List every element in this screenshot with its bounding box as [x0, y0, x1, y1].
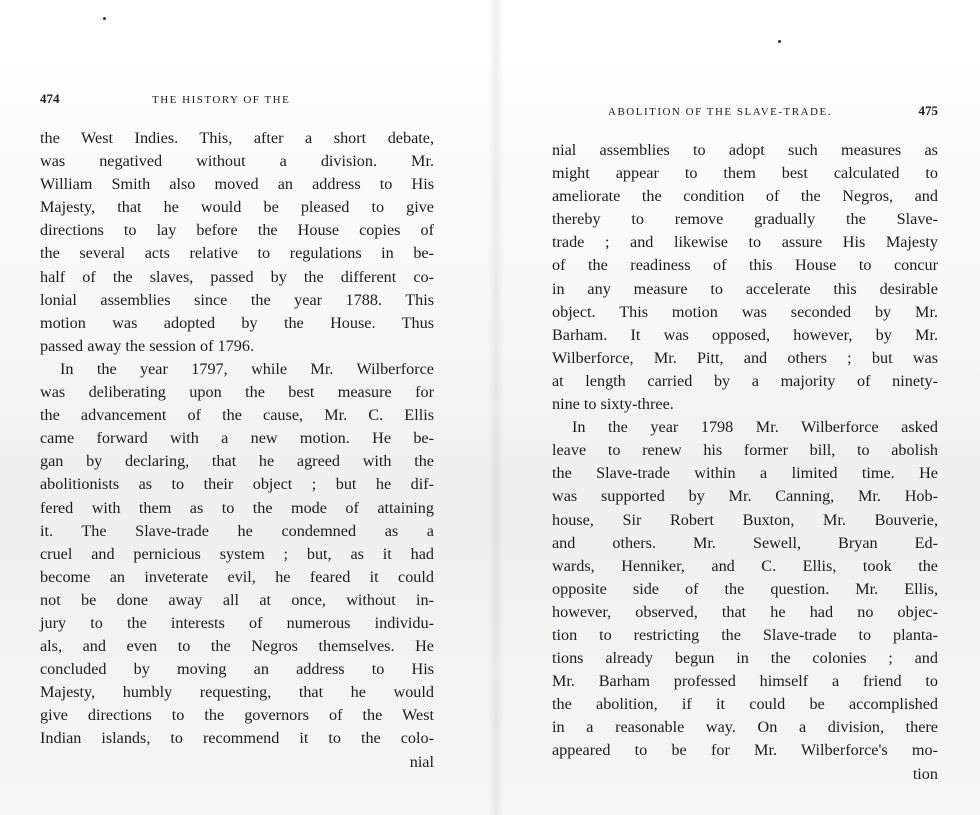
text-line: was deliberating upon the best measure for	[40, 383, 434, 402]
text-line: nial	[409, 752, 434, 771]
text-line: In the year 1798 Mr. Wilberforce asked	[572, 418, 938, 437]
right-running-title: ABOLITION OF THE SLAVE-TRADE.	[608, 106, 832, 118]
text-line: the several acts relative to regulations in be-	[40, 244, 434, 263]
text-line: motion was adopted by the House. Thus	[40, 313, 434, 332]
text-line: lonial assemblies since the year 1788. This	[40, 290, 434, 309]
left-running-head	[40, 92, 434, 112]
text-line: gan by declaring, that he agreed with the	[40, 452, 434, 471]
text-line: abolitionists as to their object ; but he dif-	[40, 475, 434, 494]
text-line: in a reasonable way. On a division, there	[552, 718, 938, 737]
text-line: ameliorate the condition of the Negros, and	[552, 187, 938, 206]
text-line: however, observed, that he had no objec-	[552, 602, 938, 621]
text-line: was supported by Mr. Canning, Mr. Hob-	[552, 487, 938, 506]
text-line: and others. Mr. Sewell, Bryan Ed-	[552, 533, 938, 552]
left-page-number: 474	[40, 91, 60, 106]
text-line: become an inveterate evil, he feared it could	[40, 567, 434, 586]
text-line: William Smith also moved an address to His	[40, 175, 434, 194]
text-line: Wilberforce, Mr. Pitt, and others ; but was	[552, 348, 938, 367]
text-line: Mr. Barham professed himself a friend to	[552, 672, 938, 691]
text-line: als, and even to the Negros themselves. He	[40, 637, 434, 656]
text-line: leave to renew his former bill, to abolish	[552, 441, 938, 460]
text-line: opposite side of the question. Mr. Ellis,	[552, 579, 938, 598]
text-line: appeared to be for Mr. Wilberforce's mo-	[552, 741, 938, 760]
text-line: tions already begun in the colonies ; and	[552, 649, 938, 668]
text-line: fered with them as to the mode of attaining	[40, 498, 434, 517]
text-line: was negatived without a division. Mr.	[40, 152, 434, 171]
text-line: not be done away all at once, without in-	[40, 590, 434, 609]
text-line: Barham. It was opposed, however, by Mr.	[552, 325, 938, 344]
book-gutter	[488, 0, 504, 815]
text-line: directions to lay before the House copies of	[40, 221, 434, 240]
left-page	[40, 92, 434, 774]
text-line: tion	[912, 764, 938, 783]
text-line: of the readiness of this House to concur	[552, 256, 938, 275]
text-line: came forward with a new motion. He be-	[40, 429, 434, 448]
text-line: thereby to remove gradually the Slave-	[552, 210, 938, 229]
right-page-number: 475	[918, 103, 938, 118]
text-line: Indian islands, to recommend it to the colo-	[40, 729, 434, 748]
ink-speck	[103, 17, 106, 20]
text-line: tion to restricting the Slave-trade to planta-	[552, 625, 938, 644]
text-line: it. The Slave-trade he condemned as a	[40, 521, 434, 540]
text-line: Majesty, humbly requesting, that he would	[40, 683, 434, 702]
right-running-head	[552, 104, 938, 124]
text-line: object. This motion was seconded by Mr.	[552, 302, 938, 321]
text-line: In the year 1797, while Mr. Wilberforce	[60, 359, 434, 378]
text-line: Majesty, that he would be pleased to give	[40, 198, 434, 217]
text-line: the West Indies. This, after a short debate,	[40, 129, 434, 147]
text-line: give directions to the governors of the West	[40, 706, 434, 725]
right-page-text	[552, 139, 938, 786]
text-line: trade ; and likewise to assure His Majesty	[552, 233, 938, 252]
text-line: the Slave-trade within a limited time. He	[552, 464, 938, 483]
text-line: house, Sir Robert Buxton, Mr. Bouverie,	[552, 510, 938, 529]
text-line: the abolition, if it could be accomplished	[552, 695, 938, 714]
text-line: nial assemblies to adopt such measures as	[552, 141, 938, 159]
left-running-title: THE HISTORY OF THE	[152, 94, 291, 106]
text-line: passed away the session of 1796.	[40, 336, 254, 355]
text-line: concluded by moving an address to His	[40, 660, 434, 679]
text-line: cruel and pernicious system ; but, as it had	[40, 544, 434, 563]
text-line: might appear to them best calculated to	[552, 164, 938, 183]
text-line: wards, Henniker, and C. Ellis, took the	[552, 556, 938, 575]
ink-speck	[778, 40, 781, 43]
text-line: nine to sixty-three.	[552, 395, 674, 414]
text-line: half of the slaves, passed by the different co-	[40, 267, 434, 286]
text-line: at length carried by a majority of ninety-	[552, 371, 938, 390]
left-page-text	[40, 127, 434, 774]
text-line: jury to the interests of numerous individu-	[40, 613, 434, 632]
right-page	[552, 104, 938, 786]
text-line: the advancement of the cause, Mr. C. Ellis	[40, 406, 434, 425]
text-line: in any measure to accelerate this desirable	[552, 279, 938, 298]
